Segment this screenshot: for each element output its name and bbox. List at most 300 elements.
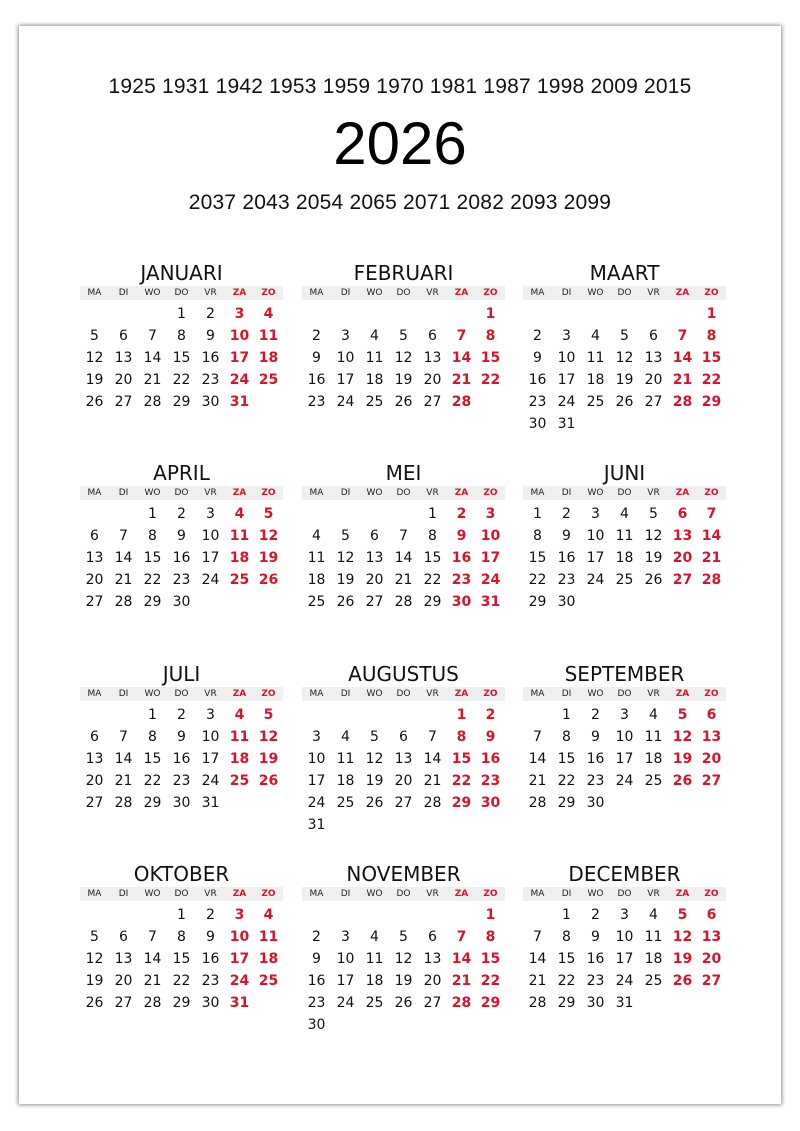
day-cell: 11 <box>644 729 663 745</box>
weekday-label: DI <box>340 288 351 298</box>
day-cell: 12 <box>672 929 693 945</box>
day-cell: 28 <box>143 394 162 410</box>
day-cell: 27 <box>114 995 133 1011</box>
day-cell: 16 <box>307 372 326 388</box>
day-cell: 17 <box>615 751 634 767</box>
day-cell: 19 <box>672 751 693 767</box>
day-cell: 23 <box>528 394 547 410</box>
weekday-header <box>302 887 505 901</box>
weekday-label: WO <box>144 288 161 298</box>
day-cell: 21 <box>423 773 442 789</box>
weekday-label: ZA <box>454 288 469 298</box>
day-cell: 21 <box>114 572 133 588</box>
matching-years-bottom: 2037 2043 2054 2065 2071 2082 2093 2099 <box>188 191 612 214</box>
day-cell: 26 <box>85 995 104 1011</box>
day-cell: 10 <box>615 929 634 945</box>
day-cell: 9 <box>206 328 215 344</box>
empty-cell <box>80 704 109 726</box>
day-cell: 30 <box>172 594 191 610</box>
day-cell: 22 <box>423 572 442 588</box>
day-cell: 12 <box>258 528 279 544</box>
day-cell: 16 <box>480 751 501 767</box>
day-cell: 16 <box>586 751 605 767</box>
days-grid <box>523 904 726 1014</box>
day-cell: 17 <box>336 372 355 388</box>
weekday-label: ZA <box>232 288 247 298</box>
day-cell: 21 <box>143 372 162 388</box>
day-cell: 3 <box>312 729 321 745</box>
weekday-label: VR <box>647 889 660 899</box>
day-cell: 19 <box>258 550 279 566</box>
day-cell: 19 <box>672 951 693 967</box>
day-cell: 29 <box>423 594 442 610</box>
empty-cell <box>418 904 447 926</box>
day-cell: 20 <box>365 572 384 588</box>
day-cell: 15 <box>480 350 501 366</box>
weekday-header <box>80 286 283 300</box>
day-cell: 25 <box>644 773 663 789</box>
weekday-label: DI <box>340 889 351 899</box>
day-cell: 16 <box>557 550 576 566</box>
day-cell: 26 <box>394 995 413 1011</box>
day-cell: 27 <box>701 773 722 789</box>
day-cell: 16 <box>528 372 547 388</box>
day-cell: 9 <box>206 929 215 945</box>
weekday-label: DI <box>118 288 129 298</box>
day-cell: 1 <box>533 506 542 522</box>
day-cell: 2 <box>485 707 496 723</box>
day-cell: 6 <box>706 907 717 923</box>
day-cell: 8 <box>485 929 496 945</box>
day-cell: 18 <box>336 773 355 789</box>
day-cell: 5 <box>341 528 350 544</box>
day-cell: 4 <box>341 729 350 745</box>
month-name: SEPTEMBER <box>564 662 685 686</box>
weekday-label: ZO <box>704 889 719 899</box>
day-cell: 5 <box>370 729 379 745</box>
day-cell: 8 <box>148 729 157 745</box>
day-cell: 15 <box>143 550 162 566</box>
empty-cell <box>331 904 360 926</box>
day-cell: 3 <box>234 907 245 923</box>
day-cell: 14 <box>114 751 133 767</box>
day-cell: 3 <box>206 506 215 522</box>
day-cell: 26 <box>644 572 663 588</box>
day-cell: 14 <box>394 550 413 566</box>
day-cell: 16 <box>201 350 220 366</box>
weekday-label: DI <box>340 488 351 498</box>
day-cell: 19 <box>365 773 384 789</box>
day-cell: 9 <box>177 729 186 745</box>
weekday-label: DI <box>561 288 572 298</box>
day-cell: 27 <box>85 795 104 811</box>
day-cell: 28 <box>394 594 413 610</box>
day-cell: 15 <box>480 951 501 967</box>
weekday-label: ZA <box>454 889 469 899</box>
day-cell: 17 <box>557 372 576 388</box>
day-cell: 6 <box>428 328 437 344</box>
day-cell: 11 <box>615 528 634 544</box>
weekday-label: VR <box>426 288 439 298</box>
day-cell: 2 <box>456 506 467 522</box>
weekday-label: ZO <box>704 488 719 498</box>
day-cell: 15 <box>172 951 191 967</box>
weekday-label: MA <box>530 288 545 298</box>
day-cell: 18 <box>365 372 384 388</box>
day-cell: 7 <box>706 506 717 522</box>
day-cell: 17 <box>586 550 605 566</box>
day-cell: 4 <box>234 707 245 723</box>
day-cell: 11 <box>336 751 355 767</box>
day-cell: 3 <box>620 707 629 723</box>
empty-cell <box>447 303 476 325</box>
day-cell: 2 <box>206 306 215 322</box>
day-cell: 28 <box>114 795 133 811</box>
day-cell: 26 <box>615 394 634 410</box>
weekday-label: DI <box>118 889 129 899</box>
day-cell: 13 <box>394 751 413 767</box>
days-grid <box>523 503 726 613</box>
day-cell: 29 <box>557 795 576 811</box>
day-cell: 11 <box>307 550 326 566</box>
day-cell: 20 <box>701 751 722 767</box>
month-name: NOVEMBER <box>346 862 461 886</box>
day-cell: 11 <box>229 528 250 544</box>
month-april <box>80 460 283 613</box>
day-cell: 8 <box>456 729 467 745</box>
day-cell: 1 <box>456 707 467 723</box>
weekday-label: DI <box>561 689 572 699</box>
day-cell: 14 <box>672 350 693 366</box>
day-cell: 27 <box>423 394 442 410</box>
day-cell: 24 <box>307 795 326 811</box>
day-cell: 22 <box>557 773 576 789</box>
day-cell: 30 <box>586 795 605 811</box>
day-cell: 23 <box>201 372 220 388</box>
days-grid <box>302 303 505 413</box>
weekday-label: ZA <box>232 889 247 899</box>
day-cell: 8 <box>177 328 186 344</box>
day-cell: 25 <box>229 773 250 789</box>
weekday-label: ZA <box>454 689 469 699</box>
day-cell: 20 <box>701 951 722 967</box>
day-cell: 9 <box>312 951 321 967</box>
day-cell: 30 <box>528 416 547 432</box>
weekday-label: DO <box>174 689 189 699</box>
weekday-label: WO <box>587 488 604 498</box>
day-cell: 12 <box>615 350 634 366</box>
month-name: JULI <box>162 662 201 686</box>
day-cell: 17 <box>229 350 250 366</box>
day-cell: 19 <box>394 372 413 388</box>
day-cell: 4 <box>263 907 274 923</box>
day-cell: 12 <box>394 350 413 366</box>
day-cell: 28 <box>114 594 133 610</box>
day-cell: 6 <box>370 528 379 544</box>
day-cell: 3 <box>591 506 600 522</box>
day-cell: 6 <box>119 328 128 344</box>
day-cell: 12 <box>258 729 279 745</box>
day-cell: 15 <box>528 550 547 566</box>
day-cell: 30 <box>480 795 501 811</box>
empty-cell <box>639 303 668 325</box>
day-cell: 24 <box>615 973 634 989</box>
day-cell: 17 <box>480 550 501 566</box>
day-cell: 10 <box>480 528 501 544</box>
day-cell: 4 <box>370 328 379 344</box>
day-cell: 5 <box>620 328 629 344</box>
day-cell: 23 <box>586 773 605 789</box>
empty-cell <box>523 704 552 726</box>
day-cell: 22 <box>557 973 576 989</box>
day-cell: 12 <box>336 550 355 566</box>
day-cell: 26 <box>672 973 693 989</box>
weekday-label: VR <box>647 488 660 498</box>
day-cell: 25 <box>307 594 326 610</box>
day-cell: 7 <box>428 729 437 745</box>
weekday-label: WO <box>587 889 604 899</box>
day-cell: 7 <box>533 729 542 745</box>
day-cell: 27 <box>644 394 663 410</box>
day-cell: 19 <box>394 973 413 989</box>
weekday-label: DO <box>396 288 411 298</box>
day-cell: 10 <box>229 328 250 344</box>
day-cell: 5 <box>399 328 408 344</box>
day-cell: 20 <box>394 773 413 789</box>
weekday-label: DO <box>174 288 189 298</box>
weekday-label: DO <box>617 488 632 498</box>
day-cell: 7 <box>456 929 467 945</box>
month-name: AUGUSTUS <box>348 662 459 686</box>
weekday-label: WO <box>366 689 383 699</box>
day-cell: 3 <box>341 929 350 945</box>
month-februari <box>302 260 505 413</box>
day-cell: 7 <box>533 929 542 945</box>
empty-cell <box>109 904 138 926</box>
empty-cell <box>331 503 360 525</box>
empty-cell <box>610 303 639 325</box>
day-cell: 3 <box>562 328 571 344</box>
weekday-label: MA <box>87 288 102 298</box>
day-cell: 30 <box>172 795 191 811</box>
day-cell: 1 <box>562 907 571 923</box>
day-cell: 25 <box>586 394 605 410</box>
day-cell: 10 <box>615 729 634 745</box>
matching-years-top: 1925 1931 1942 1953 1959 1970 1981 1987 1998 2009 2015 <box>108 75 692 98</box>
day-cell: 23 <box>451 572 472 588</box>
day-cell: 16 <box>586 951 605 967</box>
weekday-label: ZO <box>483 689 498 699</box>
day-cell: 28 <box>672 394 693 410</box>
weekday-label: DO <box>174 889 189 899</box>
weekday-header <box>80 486 283 500</box>
weekday-header <box>80 687 283 701</box>
day-cell: 23 <box>172 572 191 588</box>
day-cell: 4 <box>591 328 600 344</box>
day-cell: 2 <box>177 707 186 723</box>
day-cell: 18 <box>644 951 663 967</box>
day-cell: 18 <box>644 751 663 767</box>
day-cell: 25 <box>644 973 663 989</box>
weekday-label: MA <box>309 889 324 899</box>
day-cell: 4 <box>370 929 379 945</box>
empty-cell <box>109 704 138 726</box>
day-cell: 20 <box>423 372 442 388</box>
day-cell: 23 <box>480 773 501 789</box>
day-cell: 30 <box>201 995 220 1011</box>
day-cell: 19 <box>615 372 634 388</box>
month-name: OKTOBER <box>133 862 230 886</box>
weekday-label: VR <box>426 689 439 699</box>
day-cell: 10 <box>557 350 576 366</box>
weekday-label: ZO <box>704 689 719 699</box>
day-cell: 25 <box>336 795 355 811</box>
days-grid <box>80 704 283 814</box>
day-cell: 28 <box>143 995 162 1011</box>
day-cell: 8 <box>533 528 542 544</box>
empty-cell <box>389 704 418 726</box>
day-cell: 7 <box>399 528 408 544</box>
day-cell: 1 <box>485 306 496 322</box>
month-november <box>302 861 505 1036</box>
day-cell: 5 <box>263 506 274 522</box>
weekday-label: DO <box>396 889 411 899</box>
day-cell: 17 <box>307 773 326 789</box>
day-cell: 28 <box>701 572 722 588</box>
day-cell: 21 <box>143 973 162 989</box>
empty-cell <box>80 904 109 926</box>
day-cell: 1 <box>177 306 186 322</box>
weekday-label: DO <box>396 689 411 699</box>
day-cell: 10 <box>201 528 220 544</box>
day-cell: 14 <box>423 751 442 767</box>
day-cell: 14 <box>451 350 472 366</box>
day-cell: 5 <box>90 328 99 344</box>
day-cell: 7 <box>677 328 688 344</box>
day-cell: 27 <box>85 594 104 610</box>
day-cell: 20 <box>114 372 133 388</box>
empty-cell <box>80 303 109 325</box>
day-cell: 8 <box>485 328 496 344</box>
day-cell: 9 <box>591 929 600 945</box>
day-cell: 9 <box>533 350 542 366</box>
month-name: MAART <box>589 261 660 285</box>
empty-cell <box>331 303 360 325</box>
empty-cell <box>389 503 418 525</box>
day-cell: 19 <box>258 751 279 767</box>
month-juni <box>523 460 726 613</box>
day-cell: 12 <box>644 528 663 544</box>
day-cell: 12 <box>85 951 104 967</box>
weekday-label: DO <box>617 689 632 699</box>
day-cell: 5 <box>263 707 274 723</box>
empty-cell <box>389 303 418 325</box>
weekday-label: DO <box>617 288 632 298</box>
day-cell: 5 <box>399 929 408 945</box>
day-cell: 20 <box>85 773 104 789</box>
weekday-label: MA <box>87 689 102 699</box>
empty-cell <box>523 303 552 325</box>
weekday-label: DI <box>340 689 351 699</box>
empty-cell <box>523 904 552 926</box>
empty-cell <box>581 303 610 325</box>
month-name: JUNI <box>603 461 646 485</box>
weekday-label: ZA <box>675 889 690 899</box>
month-maart <box>523 260 726 435</box>
day-cell: 7 <box>148 929 157 945</box>
day-cell: 23 <box>201 973 220 989</box>
day-cell: 14 <box>528 751 547 767</box>
month-december <box>523 861 726 1014</box>
day-cell: 31 <box>201 795 220 811</box>
day-cell: 9 <box>177 528 186 544</box>
day-cell: 12 <box>85 350 104 366</box>
day-cell: 9 <box>312 350 321 366</box>
days-grid <box>80 904 283 1014</box>
day-cell: 30 <box>201 394 220 410</box>
day-cell: 18 <box>307 572 326 588</box>
day-cell: 19 <box>336 572 355 588</box>
calendar-year: 2026 <box>333 110 467 177</box>
day-cell: 2 <box>177 506 186 522</box>
day-cell: 31 <box>229 995 250 1011</box>
day-cell: 29 <box>143 594 162 610</box>
day-cell: 30 <box>307 1017 326 1033</box>
days-grid <box>302 904 505 1036</box>
day-cell: 6 <box>677 506 688 522</box>
day-cell: 10 <box>336 350 355 366</box>
days-grid <box>80 303 283 413</box>
empty-cell <box>302 303 331 325</box>
day-cell: 11 <box>258 929 279 945</box>
weekday-header <box>523 286 726 300</box>
day-cell: 15 <box>557 751 576 767</box>
day-cell: 10 <box>586 528 605 544</box>
month-oktober <box>80 861 283 1014</box>
empty-cell <box>360 303 389 325</box>
day-cell: 4 <box>649 707 658 723</box>
weekday-label: MA <box>309 288 324 298</box>
day-cell: 20 <box>423 973 442 989</box>
day-cell: 24 <box>229 372 250 388</box>
day-cell: 21 <box>451 372 472 388</box>
day-cell: 17 <box>615 951 634 967</box>
weekday-label: WO <box>587 288 604 298</box>
month-augustus <box>302 661 505 836</box>
day-cell: 30 <box>557 594 576 610</box>
day-cell: 26 <box>672 773 693 789</box>
weekday-label: ZO <box>261 488 276 498</box>
day-cell: 22 <box>480 372 501 388</box>
day-cell: 29 <box>701 394 722 410</box>
weekday-label: ZA <box>675 689 690 699</box>
day-cell: 22 <box>451 773 472 789</box>
day-cell: 1 <box>177 907 186 923</box>
weekday-label: WO <box>587 689 604 699</box>
empty-cell <box>109 303 138 325</box>
days-grid <box>302 503 505 613</box>
day-cell: 4 <box>234 506 245 522</box>
day-cell: 29 <box>143 795 162 811</box>
day-cell: 10 <box>307 751 326 767</box>
weekday-label: VR <box>204 689 217 699</box>
day-cell: 19 <box>85 372 104 388</box>
day-cell: 7 <box>119 528 128 544</box>
day-cell: 13 <box>672 528 693 544</box>
day-cell: 29 <box>451 795 472 811</box>
day-cell: 8 <box>428 528 437 544</box>
day-cell: 31 <box>307 817 326 833</box>
